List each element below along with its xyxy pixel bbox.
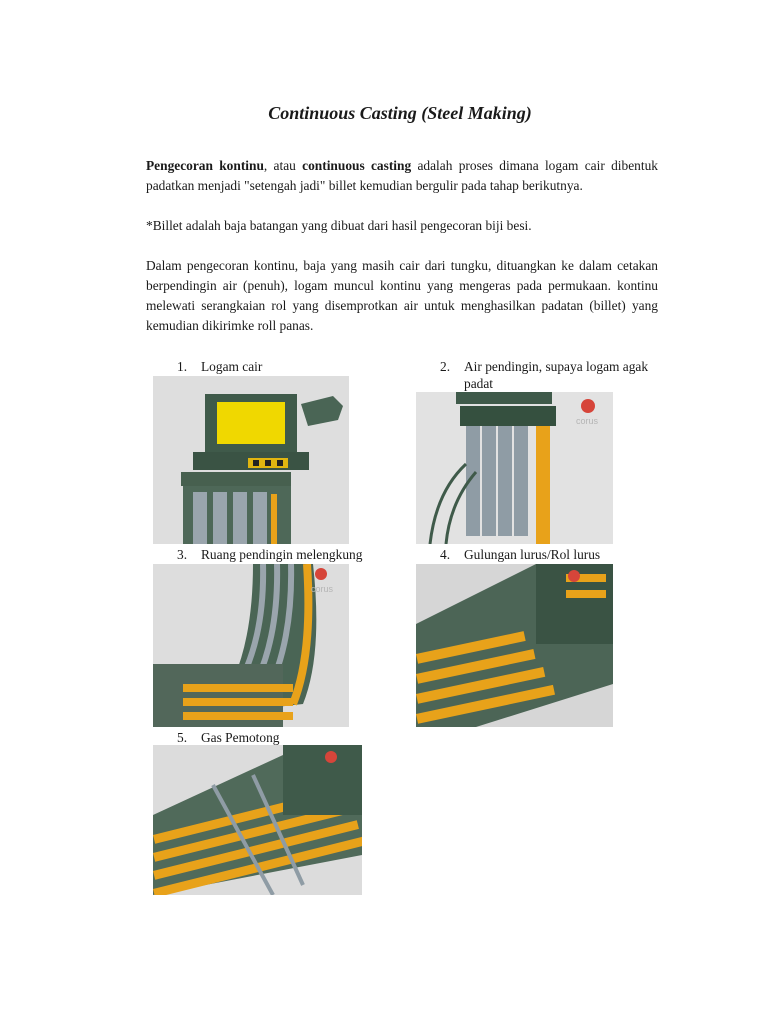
step-number: 1. bbox=[177, 359, 188, 374]
step-number: 3. bbox=[177, 547, 188, 562]
step-text: Air pendingin, supaya logam agak padat bbox=[464, 359, 649, 391]
description-paragraph: Dalam pengecoran kontinu, baja yang masih cair dari tungku, dituangkan ke dalam cetakan berpendingin air (penuh), logam muncul kontinu yang mengeras pada permukaan. kontinu melewati serangkaian rol yang disemprotkan air untuk menghasilkan padatan (billet) yang kemudian dikirimke roll panas. bbox=[146, 258, 658, 333]
cooling-mould-illustration bbox=[416, 392, 613, 544]
step-text: Gulungan lurus/Rol lurus bbox=[464, 547, 601, 562]
straight-rollers-illustration bbox=[416, 564, 613, 727]
intro-sep: , atau bbox=[263, 158, 303, 173]
step-text: Logam cair bbox=[201, 359, 263, 374]
step-label-3 bbox=[177, 546, 362, 563]
billet-note: *Billet adalah baja batangan yang dibuat dari hasil pengecoran biji besi. bbox=[146, 218, 532, 233]
intro-paragraph bbox=[146, 156, 658, 196]
intro-term: Pengecoran kontinu bbox=[146, 158, 264, 173]
page-title: Continuous Casting (Steel Making) bbox=[268, 103, 532, 123]
step-label-1 bbox=[177, 358, 262, 375]
step-text: Ruang pendingin melengkung bbox=[201, 547, 363, 562]
step-number: 2. bbox=[440, 359, 451, 374]
figure-cooling-water bbox=[416, 392, 613, 544]
figure-curved-chamber bbox=[153, 564, 349, 727]
step-label-5 bbox=[177, 729, 279, 746]
intro-term-en: continuous casting bbox=[302, 158, 412, 173]
figure-straight-rollers bbox=[416, 564, 613, 727]
step-number: 4. bbox=[440, 547, 451, 562]
corus-watermark: corus bbox=[576, 416, 599, 426]
step-text: Gas Pemotong bbox=[201, 730, 280, 745]
figure-molten-metal bbox=[153, 376, 349, 544]
casting-ladle-illustration bbox=[153, 376, 349, 544]
gas-cutter-illustration bbox=[153, 745, 362, 895]
corus-watermark: corus bbox=[311, 584, 334, 594]
step-number: 5. bbox=[177, 730, 188, 745]
intro-rest: adalah proses dimana logam cair dibentuk padatkan menjadi "setengah jadi" billet kemudian bergulir pada tahap berikutnya. bbox=[146, 158, 658, 193]
figure-gas-cutter bbox=[153, 745, 362, 895]
step-label-2 bbox=[440, 358, 654, 392]
curved-chamber-illustration bbox=[153, 564, 349, 727]
step-label-4 bbox=[440, 546, 600, 563]
